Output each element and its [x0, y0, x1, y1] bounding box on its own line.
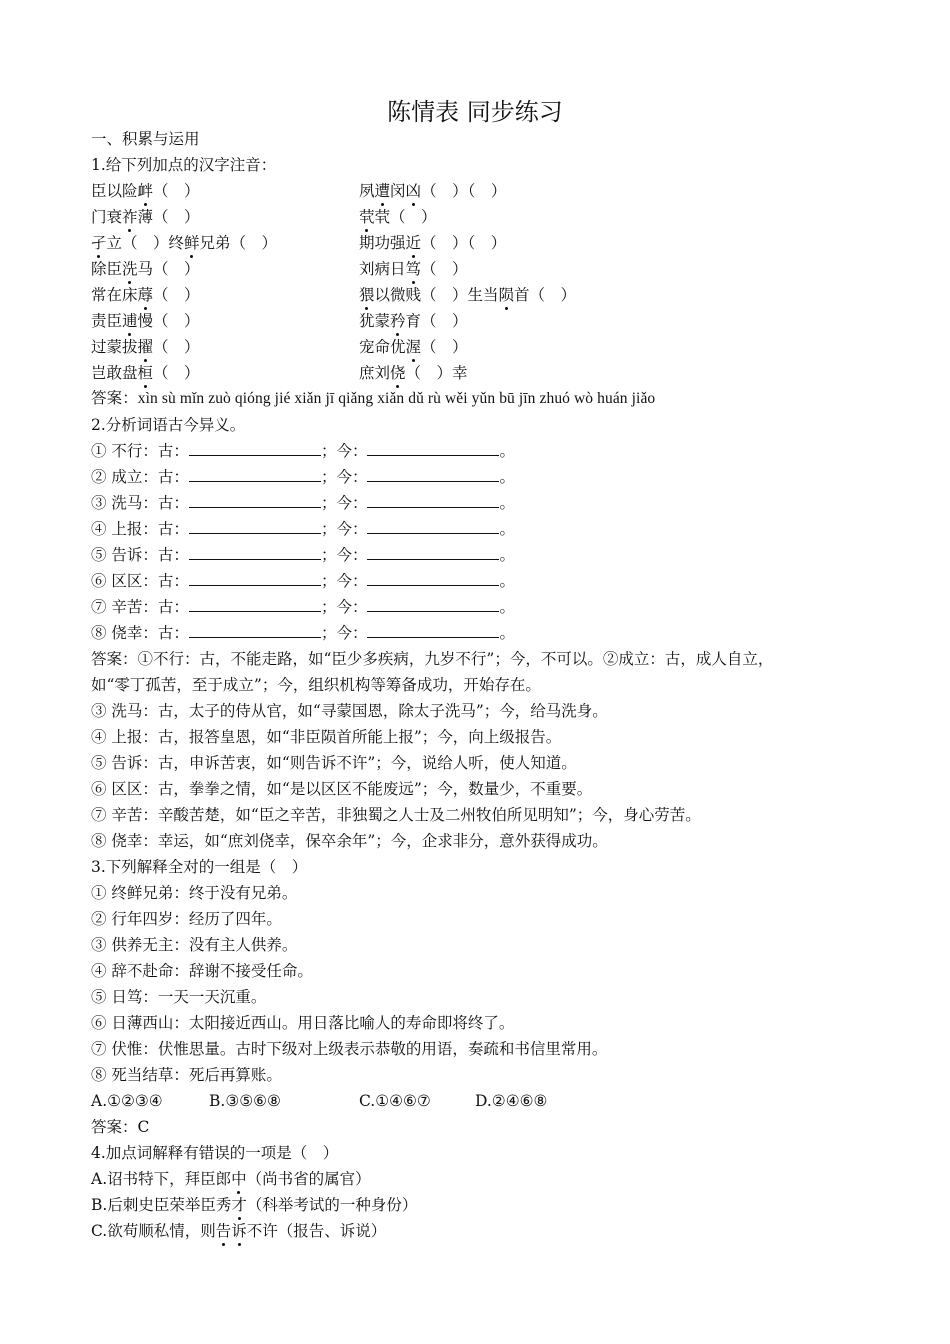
text: 。: [499, 572, 515, 590]
right-item: [359, 178, 866, 204]
answer-line: ④ 上报：古，报答皇恩，如“非臣陨首所能上报”；今，向上级报告。: [91, 728, 562, 746]
answer-line: 答案：①不行：古，不能走路，如“臣少多疾病，九岁不行”；今，不可以。②成立：古，成人自立，: [91, 650, 774, 668]
blank-modern: [367, 597, 499, 612]
question-2-stem: 2.分析词语古今异义。: [91, 416, 246, 434]
text: （尚书省的属官）: [246, 1170, 371, 1188]
question-1-answer: 答案：xìn sù mǐn zuò qióng jié xiǎn jī qiǎng xiǎn dǔ rù wěi yǔn bū jīn zhuó wò huán jiǎo: [91, 390, 656, 407]
dotted-char: 遭: [375, 178, 391, 204]
text: ；今：: [320, 572, 368, 590]
text: （ ）: [153, 182, 200, 200]
text: ；今：: [320, 442, 368, 460]
text: 茕: [374, 208, 391, 226]
option-c: C.①④⑥⑦: [359, 1092, 431, 1110]
question-2-items: [91, 438, 866, 646]
text: 。: [499, 520, 515, 538]
text: 期功强: [359, 234, 406, 252]
dotted-char: 茕: [359, 204, 375, 230]
answer-line: ⑧ 侥幸：幸运，如“庶刘侥幸，保卒余年”；今，企求非分，意外获得成功。: [91, 832, 608, 850]
text: 薄（ ）: [137, 208, 200, 226]
text: （ ）: [153, 338, 200, 356]
blank-modern: [367, 467, 499, 482]
fill-blank-item: [91, 438, 866, 464]
item-label: ④ 上报：古：: [91, 520, 189, 538]
exercise-content: [91, 126, 866, 1244]
fill-blank-item: [91, 568, 866, 594]
fill-blank-item: [91, 594, 866, 620]
right-item: [359, 230, 866, 256]
text: 。: [499, 546, 515, 564]
text: ；今：: [320, 624, 368, 642]
text: （ ）（ ）: [421, 182, 507, 200]
left-item: [91, 204, 359, 230]
text: 除臣: [91, 260, 123, 278]
list-item: ⑥ 日薄西山：太阳接近西山。用日落比喻人的寿命即将终了。: [91, 1014, 515, 1032]
question-4-option-a: [91, 1166, 866, 1192]
dotted-char: 桓: [138, 360, 154, 386]
fill-blank-item: [91, 464, 866, 490]
answer-line: ⑤ 告诉：古，申诉苦衷，如“则告诉不许”；今，说给人听，使人知道。: [91, 754, 577, 772]
dotted-char: 猥: [359, 282, 375, 308]
dotted-char: 侥: [390, 360, 406, 386]
text: 育（ ）: [405, 312, 468, 330]
text: 慢（ ）: [137, 312, 200, 330]
blank-ancient: [189, 493, 321, 508]
dotted-char: 逋: [122, 308, 138, 334]
blank-ancient: [189, 597, 321, 612]
question-3-stem: 3.下列解释全对的一组是（ ）: [91, 858, 308, 876]
dotted-char: 鲜: [184, 230, 200, 256]
text: 夙: [359, 182, 375, 200]
text: （ ）幸: [405, 364, 468, 382]
question-3-items: [91, 880, 866, 1088]
dotted-char: 洗: [122, 256, 138, 282]
item-label: ① 不行：古：: [91, 442, 189, 460]
text: 岂敢盘: [91, 364, 138, 382]
answer-line: ⑥ 区区：古，拳拳之情，如“是以区区不能废远”；今，数量少，不重要。: [91, 780, 593, 798]
left-item: [91, 230, 359, 256]
answer-line: ③ 洗马：古，太子的侍从官，如“寻蒙国恩，除太子洗马”；今，给马洗身。: [91, 702, 608, 720]
left-item: [91, 282, 359, 308]
text: （ ）: [153, 286, 200, 304]
option-a: A.①②③④: [91, 1092, 163, 1110]
list-item: ② 行年四岁：经历了四年。: [91, 910, 282, 928]
text: 常在床: [91, 286, 138, 304]
fill-blank-item: [91, 620, 866, 646]
text: A.诏书特下，拜臣郎: [91, 1170, 232, 1188]
item-label: ② 成立：古：: [91, 468, 189, 486]
list-item: ⑧ 死当结草：死后再算账。: [91, 1066, 282, 1084]
text: 庶刘: [359, 364, 391, 382]
text: 不许（报告、诉说）: [246, 1222, 387, 1240]
text: C.欲苟顺私情，则: [91, 1222, 216, 1240]
dotted-char: 渥: [406, 334, 422, 360]
item-label: ⑥ 区区：古：: [91, 572, 189, 590]
dotted-char: 笃: [406, 256, 422, 282]
text: 刘病日: [359, 260, 406, 278]
dotted-char: 中: [231, 1166, 247, 1192]
item-label: ③ 洗马：古：: [91, 494, 189, 512]
right-item: [359, 282, 866, 308]
text: ；今：: [320, 546, 368, 564]
text: 。: [499, 468, 515, 486]
dotted-char: 祚: [122, 204, 138, 230]
dotted-char: 诉: [231, 1218, 247, 1244]
question-4-stem: 4.加点词解释有错误的一项是（ ）: [91, 1144, 339, 1162]
question-4-option-b: [91, 1192, 866, 1218]
question-1-stem: 1.给下列加点的汉字注音：: [91, 156, 277, 174]
right-item: [359, 334, 866, 360]
dotted-char: 凶: [406, 178, 422, 204]
pinyin-row: [91, 204, 866, 230]
text: ；今：: [320, 520, 368, 538]
list-item: ④ 辞不赴命：辞谢不接受任命。: [91, 962, 313, 980]
question-2-answer: [91, 646, 866, 854]
dotted-char: 蓐: [138, 282, 154, 308]
text: （ ）: [390, 208, 437, 226]
right-item: [359, 360, 866, 386]
blank-ancient: [189, 519, 321, 534]
text: ；今：: [320, 468, 368, 486]
blank-modern: [367, 493, 499, 508]
blank-modern: [367, 441, 499, 456]
text: 过蒙拔: [91, 338, 138, 356]
item-label: ⑧ 侥幸：古：: [91, 624, 189, 642]
answer-line: 如“零丁孤苦，至于成立”；今，组织机构等筹备成功，开始存在。: [91, 676, 541, 694]
text: ；今：: [320, 494, 368, 512]
text: 马（ ）: [137, 260, 200, 278]
pinyin-row: [91, 308, 866, 334]
pinyin-row: [91, 360, 866, 386]
left-item: [91, 256, 359, 282]
blank-ancient: [189, 623, 321, 638]
text: ；今：: [320, 598, 368, 616]
text: B.后刺史臣荣举臣秀: [91, 1196, 232, 1214]
dotted-char: 才: [231, 1192, 247, 1218]
blank-ancient: [189, 545, 321, 560]
left-item: [91, 360, 359, 386]
text: 。: [499, 624, 515, 642]
text: 兄弟（ ）: [199, 234, 278, 252]
text: 闵: [390, 182, 406, 200]
list-item: ③ 供养无主：没有主人供养。: [91, 936, 298, 954]
text: （ ）: [421, 260, 468, 278]
pinyin-row: [91, 256, 866, 282]
dotted-char: 衅: [138, 178, 154, 204]
page-title: 陈情表 同步练习: [387, 98, 563, 126]
blank-ancient: [189, 467, 321, 482]
left-item: [91, 178, 359, 204]
text: （ ）（ ）: [421, 234, 507, 252]
fill-blank-item: [91, 490, 866, 516]
pinyin-row: [91, 334, 866, 360]
item-label: ⑦ 辛苦：古：: [91, 598, 189, 616]
right-item: [359, 308, 866, 334]
text: 宠命优: [359, 338, 406, 356]
text: 以微贱（ ）生当: [374, 286, 499, 304]
pinyin-row: [91, 178, 866, 204]
dotted-char: 擢: [138, 334, 154, 360]
answer-line: ⑦ 辛苦：辛酸苦楚，如“臣之辛苦，非独蜀之人士及二州牧伯所见明知”；今，身心劳苦。: [91, 806, 701, 824]
text: （科举考试的一种身份）: [246, 1196, 418, 1214]
question-1-rows: [91, 178, 866, 386]
text: （ ）: [153, 364, 200, 382]
left-item: [91, 308, 359, 334]
text: 。: [499, 494, 515, 512]
right-item: [359, 256, 866, 282]
dotted-char: 陨: [499, 282, 515, 308]
right-item: [359, 204, 866, 230]
blank-modern: [367, 519, 499, 534]
left-item: [91, 334, 359, 360]
pinyin-row: [91, 282, 866, 308]
blank-modern: [367, 545, 499, 560]
dotted-char: 近: [406, 230, 422, 256]
list-item: ⑦ 伏惟：伏惟思量。古时下级对上级表示恭敬的用语，奏疏和书信里常用。: [91, 1040, 608, 1058]
text: 犹蒙: [359, 312, 391, 330]
blank-ancient: [189, 571, 321, 586]
dotted-char: 矜: [390, 308, 406, 334]
text: 。: [499, 442, 515, 460]
list-item: ⑤ 日笃：一天一天沉重。: [91, 988, 267, 1006]
text: 首（ ）: [514, 286, 577, 304]
question-3-options: [91, 1088, 866, 1114]
list-item: ① 终鲜兄弟：终于没有兄弟。: [91, 884, 298, 902]
blank-modern: [367, 623, 499, 638]
question-3-answer: 答案：C: [91, 1118, 150, 1136]
dotted-char: 孑: [91, 230, 107, 256]
item-label: ⑤ 告诉：古：: [91, 546, 189, 564]
pinyin-row: [91, 230, 866, 256]
text: （ ）: [421, 338, 468, 356]
text: 立（ ）终: [106, 234, 185, 252]
question-4-option-c: [91, 1218, 866, 1244]
text: 门衰: [91, 208, 123, 226]
blank-ancient: [189, 441, 321, 456]
dotted-char: 告: [216, 1218, 232, 1244]
fill-blank-item: [91, 542, 866, 568]
section-heading: 一、积累与运用: [91, 130, 200, 148]
text: 。: [499, 598, 515, 616]
text: 责臣: [91, 312, 123, 330]
blank-modern: [367, 571, 499, 586]
fill-blank-item: [91, 516, 866, 542]
option-b: B.③⑤⑥⑧: [209, 1092, 281, 1110]
option-d: D.②④⑥⑧: [475, 1092, 548, 1110]
text: 臣以险: [91, 182, 138, 200]
